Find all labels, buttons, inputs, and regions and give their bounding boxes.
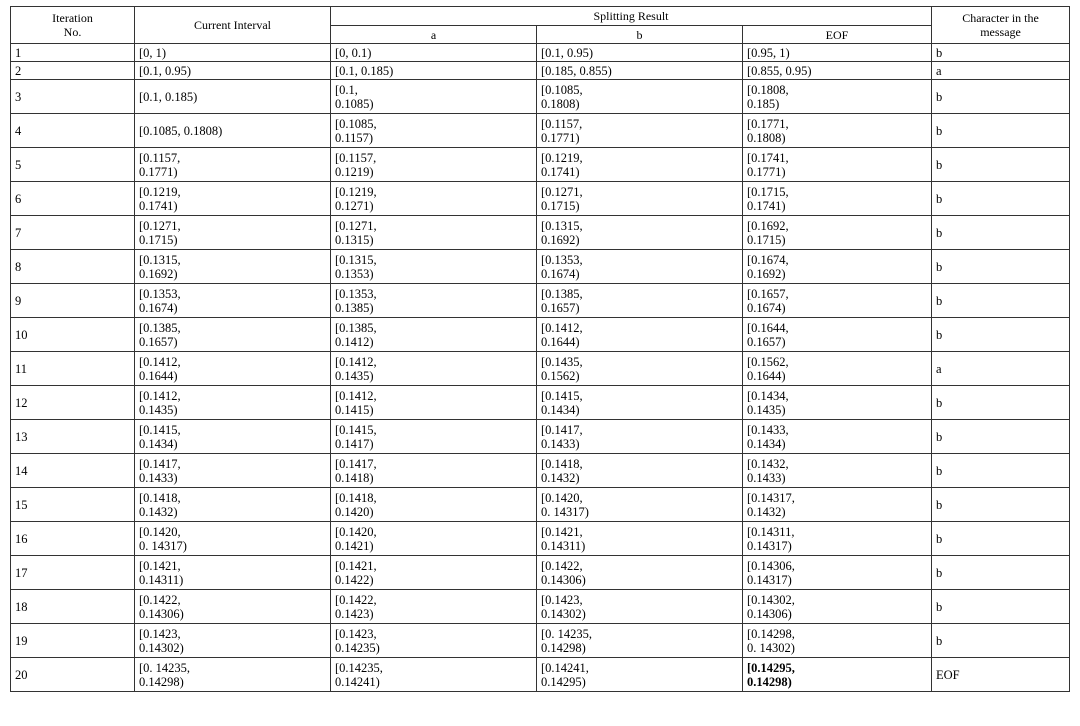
table-row: [11, 216, 1070, 250]
cell-split-eof: [0.14317, 0.1432): [743, 488, 932, 522]
cell-current-interval: [0.1157, 0.1771): [135, 148, 331, 182]
cell-current-interval: [0.1412, 0.1644): [135, 352, 331, 386]
cell-split-eof: [0.1562, 0.1644): [743, 352, 932, 386]
header-col-eof: EOF: [743, 26, 932, 44]
cell-split-b: [0.1315, 0.1692): [537, 216, 743, 250]
cell-split-a: [0.1412, 0.1435): [331, 352, 537, 386]
cell-split-a: [0.1423, 0.14235): [331, 624, 537, 658]
table-row: [11, 352, 1070, 386]
cell-character: b: [932, 114, 1070, 148]
arithmetic-coding-table: [10, 6, 1070, 692]
cell-iteration-no: 12: [11, 386, 135, 420]
cell-character: b: [932, 148, 1070, 182]
cell-split-a: [0.1315, 0.1353): [331, 250, 537, 284]
cell-split-eof: [0.1808, 0.185): [743, 80, 932, 114]
cell-split-eof: [0.855, 0.95): [743, 62, 932, 80]
cell-character: b: [932, 216, 1070, 250]
cell-iteration-no: 10: [11, 318, 135, 352]
header-current-interval: Current Interval: [135, 7, 331, 44]
cell-character: b: [932, 420, 1070, 454]
cell-current-interval: [0.1, 0.95): [135, 62, 331, 80]
cell-split-b: [0.1423, 0.14302): [537, 590, 743, 624]
cell-split-a: [0.1219, 0.1271): [331, 182, 537, 216]
table-row: [11, 454, 1070, 488]
table-row: [11, 284, 1070, 318]
cell-current-interval: [0.1219, 0.1741): [135, 182, 331, 216]
cell-character: b: [932, 44, 1070, 62]
table-row: [11, 182, 1070, 216]
cell-iteration-no: 16: [11, 522, 135, 556]
cell-split-a: [0.1, 0.1085): [331, 80, 537, 114]
cell-split-b: [0.1435, 0.1562): [537, 352, 743, 386]
cell-split-b: [0.1417, 0.1433): [537, 420, 743, 454]
cell-split-a: [0.1420, 0.1421): [331, 522, 537, 556]
table-row: [11, 386, 1070, 420]
cell-current-interval: [0.1417, 0.1433): [135, 454, 331, 488]
header-col-a: a: [331, 26, 537, 44]
table-row: [11, 114, 1070, 148]
header-iteration: Iteration No.: [11, 7, 135, 44]
cell-iteration-no: 14: [11, 454, 135, 488]
table-body: [11, 44, 1070, 692]
table-header: [11, 7, 1070, 44]
cell-iteration-no: 18: [11, 590, 135, 624]
cell-current-interval: [0.1423, 0.14302): [135, 624, 331, 658]
table-row: [11, 488, 1070, 522]
cell-character: b: [932, 556, 1070, 590]
cell-split-b: [0.1412, 0.1644): [537, 318, 743, 352]
cell-split-eof: [0.14306, 0.14317): [743, 556, 932, 590]
cell-current-interval: [0.1315, 0.1692): [135, 250, 331, 284]
cell-character: a: [932, 62, 1070, 80]
table-row: [11, 318, 1070, 352]
cell-split-b: [0.1418, 0.1432): [537, 454, 743, 488]
cell-iteration-no: 13: [11, 420, 135, 454]
cell-iteration-no: 15: [11, 488, 135, 522]
cell-character: b: [932, 250, 1070, 284]
table-row: [11, 590, 1070, 624]
cell-split-b: [0.1421, 0.14311): [537, 522, 743, 556]
table-row: [11, 80, 1070, 114]
cell-split-a: [0.1412, 0.1415): [331, 386, 537, 420]
table-row: [11, 420, 1070, 454]
cell-current-interval: [0.1421, 0.14311): [135, 556, 331, 590]
cell-split-eof: [0.14298, 0. 14302): [743, 624, 932, 658]
cell-current-interval: [0.1412, 0.1435): [135, 386, 331, 420]
cell-split-eof: [0.1771, 0.1808): [743, 114, 932, 148]
cell-split-eof: [0.1692, 0.1715): [743, 216, 932, 250]
cell-current-interval: [0.1422, 0.14306): [135, 590, 331, 624]
cell-split-eof: [0.1657, 0.1674): [743, 284, 932, 318]
cell-split-a: [0.1415, 0.1417): [331, 420, 537, 454]
cell-character: b: [932, 80, 1070, 114]
cell-current-interval: [0. 14235, 0.14298): [135, 658, 331, 692]
cell-iteration-no: 9: [11, 284, 135, 318]
cell-character: b: [932, 624, 1070, 658]
cell-split-eof: [0.1741, 0.1771): [743, 148, 932, 182]
cell-character: b: [932, 386, 1070, 420]
cell-split-a: [0.1418, 0.1420): [331, 488, 537, 522]
cell-character: b: [932, 522, 1070, 556]
cell-iteration-no: 19: [11, 624, 135, 658]
table-row: [11, 624, 1070, 658]
cell-split-b: [0.1385, 0.1657): [537, 284, 743, 318]
cell-iteration-no: 5: [11, 148, 135, 182]
cell-split-eof: [0.95, 1): [743, 44, 932, 62]
cell-split-a: [0.1085, 0.1157): [331, 114, 537, 148]
header-splitting-result: Splitting Result: [331, 7, 932, 26]
cell-current-interval: [0.1420, 0. 14317): [135, 522, 331, 556]
cell-split-eof: [0.1432, 0.1433): [743, 454, 932, 488]
cell-iteration-no: 1: [11, 44, 135, 62]
cell-split-b: [0.1157, 0.1771): [537, 114, 743, 148]
cell-split-b: [0.1219, 0.1741): [537, 148, 743, 182]
cell-split-a: [0.1422, 0.1423): [331, 590, 537, 624]
cell-split-a: [0.1421, 0.1422): [331, 556, 537, 590]
cell-current-interval: [0.1085, 0.1808): [135, 114, 331, 148]
cell-iteration-no: 20: [11, 658, 135, 692]
cell-split-b: [0.1422, 0.14306): [537, 556, 743, 590]
table-row: [11, 658, 1070, 692]
cell-current-interval: [0.1385, 0.1657): [135, 318, 331, 352]
cell-current-interval: [0, 1): [135, 44, 331, 62]
cell-iteration-no: 4: [11, 114, 135, 148]
cell-split-eof: [0.14295, 0.14298): [743, 658, 932, 692]
cell-split-eof: [0.1674, 0.1692): [743, 250, 932, 284]
cell-split-b: [0.1353, 0.1674): [537, 250, 743, 284]
cell-split-a: [0.1353, 0.1385): [331, 284, 537, 318]
cell-current-interval: [0.1271, 0.1715): [135, 216, 331, 250]
cell-iteration-no: 17: [11, 556, 135, 590]
header-col-b: b: [537, 26, 743, 44]
cell-current-interval: [0.1353, 0.1674): [135, 284, 331, 318]
cell-split-a: [0.1271, 0.1315): [331, 216, 537, 250]
cell-iteration-no: 8: [11, 250, 135, 284]
cell-split-eof: [0.14311, 0.14317): [743, 522, 932, 556]
cell-iteration-no: 11: [11, 352, 135, 386]
cell-character: b: [932, 454, 1070, 488]
cell-character: a: [932, 352, 1070, 386]
cell-split-eof: [0.1644, 0.1657): [743, 318, 932, 352]
cell-current-interval: [0.1415, 0.1434): [135, 420, 331, 454]
cell-iteration-no: 3: [11, 80, 135, 114]
cell-split-a: [0.1157, 0.1219): [331, 148, 537, 182]
table-row: [11, 44, 1070, 62]
cell-split-eof: [0.14302, 0.14306): [743, 590, 932, 624]
cell-iteration-no: 7: [11, 216, 135, 250]
cell-character: b: [932, 284, 1070, 318]
cell-split-a: [0.1385, 0.1412): [331, 318, 537, 352]
cell-split-b: [0.1085, 0.1808): [537, 80, 743, 114]
table-row: [11, 62, 1070, 80]
cell-character: b: [932, 182, 1070, 216]
cell-split-a: [0.1, 0.185): [331, 62, 537, 80]
table-row: [11, 522, 1070, 556]
cell-split-eof: [0.1433, 0.1434): [743, 420, 932, 454]
cell-character: EOF: [932, 658, 1070, 692]
cell-split-b: [0. 14235, 0.14298): [537, 624, 743, 658]
cell-iteration-no: 6: [11, 182, 135, 216]
table-row: [11, 556, 1070, 590]
cell-split-eof: [0.1715, 0.1741): [743, 182, 932, 216]
table-row: [11, 250, 1070, 284]
cell-current-interval: [0.1, 0.185): [135, 80, 331, 114]
cell-current-interval: [0.1418, 0.1432): [135, 488, 331, 522]
cell-split-eof: [0.1434, 0.1435): [743, 386, 932, 420]
cell-character: b: [932, 590, 1070, 624]
cell-split-b: [0.14241, 0.14295): [537, 658, 743, 692]
cell-iteration-no: 2: [11, 62, 135, 80]
cell-split-b: [0.1420, 0. 14317): [537, 488, 743, 522]
header-character: Character in the message: [932, 7, 1070, 44]
cell-split-a: [0.14235, 0.14241): [331, 658, 537, 692]
cell-character: b: [932, 318, 1070, 352]
cell-split-a: [0, 0.1): [331, 44, 537, 62]
table-row: [11, 148, 1070, 182]
cell-character: b: [932, 488, 1070, 522]
cell-split-b: [0.1, 0.95): [537, 44, 743, 62]
cell-split-a: [0.1417, 0.1418): [331, 454, 537, 488]
cell-split-b: [0.185, 0.855): [537, 62, 743, 80]
cell-split-b: [0.1271, 0.1715): [537, 182, 743, 216]
cell-split-b: [0.1415, 0.1434): [537, 386, 743, 420]
